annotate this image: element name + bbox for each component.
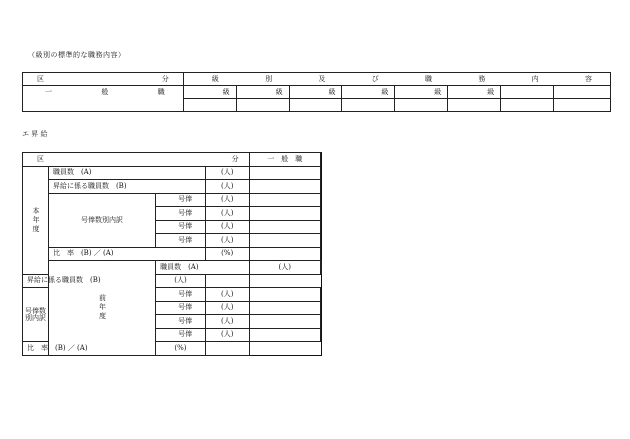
value-cell <box>249 166 320 180</box>
unit-label: (人) <box>205 234 249 248</box>
grade-cell: 級 <box>183 86 236 99</box>
unit-label: (人) <box>205 220 249 234</box>
duty-cell <box>554 99 611 112</box>
table-row <box>23 193 322 207</box>
duty-cell <box>342 99 395 112</box>
ratio-label: 比 率 (B) ／ (A) <box>23 342 156 356</box>
grade-cell: 級 <box>289 86 342 99</box>
grade-cell <box>501 86 554 99</box>
breakdown-label: 号俸数別内訳 <box>48 193 155 247</box>
step-label: 号俸 <box>156 288 206 302</box>
unit-label: (人) <box>205 315 249 329</box>
step-label: 号俸 <box>156 220 206 234</box>
grade-duties-table <box>22 72 611 112</box>
duty-cell <box>289 99 342 112</box>
breakdown-label: 号俸数別内訳 <box>23 288 49 342</box>
staff-count-label: 職員数 (A) <box>48 166 205 180</box>
header-general-staff: 一 般 職 <box>249 153 320 167</box>
duty-cell <box>183 99 236 112</box>
value-cell <box>249 315 320 329</box>
promoted-count-label: 昇給に係る職員数 (B) <box>23 274 156 288</box>
staff-count-label: 職員数 (A) <box>156 261 249 275</box>
unit-label: (人) <box>205 288 249 302</box>
section-title: エ 昇 給 <box>22 130 48 138</box>
table-row <box>23 166 322 180</box>
unit-label: (%) <box>156 342 206 356</box>
grade-cell: 級 <box>236 86 289 99</box>
unit-label: (人) <box>205 328 249 342</box>
table-header-row <box>23 73 611 86</box>
value-cell <box>249 207 320 221</box>
step-label: 号俸 <box>156 193 206 207</box>
duty-cell <box>501 99 554 112</box>
ratio-label: 比 率 (B) ／ (A) <box>48 247 205 261</box>
group-label-this-year: 本年度 <box>23 166 49 274</box>
value-cell <box>205 342 249 356</box>
table-row <box>23 274 322 288</box>
row-label-general: 一 般 職 <box>23 86 184 112</box>
header-grade-duties: 級 別 及 び 職 務 内 容 <box>183 73 610 86</box>
table-header-row <box>23 153 322 167</box>
header-division: 区 分 <box>23 73 184 86</box>
duty-cell <box>395 99 448 112</box>
grade-cell: 級 <box>342 86 395 99</box>
unit-label: (人) <box>205 207 249 221</box>
step-label: 号俸 <box>156 315 206 329</box>
page-caption: （級別の標準的な職務内容） <box>28 51 126 59</box>
unit-label: (人) <box>249 261 320 275</box>
value-cell <box>249 180 320 194</box>
value-cell <box>249 234 320 248</box>
pay-raise-table <box>22 152 322 356</box>
step-label: 号俸 <box>156 301 206 315</box>
grade-cell: 級 <box>395 86 448 99</box>
unit-label: (人) <box>205 180 249 194</box>
promoted-count-label: 昇給に係る職員数 (B) <box>48 180 205 194</box>
value-cell <box>249 301 320 315</box>
table-row <box>23 180 322 194</box>
value-cell <box>249 247 320 261</box>
unit-label: (人) <box>156 274 206 288</box>
unit-label: (人) <box>205 166 249 180</box>
value-cell <box>249 220 320 234</box>
step-label: 号俸 <box>156 207 206 221</box>
step-label: 号俸 <box>156 328 206 342</box>
table-row <box>23 86 611 99</box>
duty-cell <box>448 99 501 112</box>
table-row <box>23 342 322 356</box>
duty-cell <box>236 99 289 112</box>
table-row <box>23 247 322 261</box>
value-cell <box>249 288 320 302</box>
grade-cell: 級 <box>448 86 501 99</box>
unit-label: (人) <box>205 301 249 315</box>
grade-cell <box>554 86 611 99</box>
unit-label: (人) <box>205 193 249 207</box>
table-row <box>23 261 322 275</box>
unit-label: (%) <box>205 247 249 261</box>
value-cell <box>249 328 320 342</box>
step-label: 号俸 <box>156 234 206 248</box>
group-label-last-year: 前年度 <box>48 261 155 356</box>
value-cell <box>205 274 249 288</box>
value-cell <box>249 193 320 207</box>
header-division: 区 分 <box>23 153 250 167</box>
value-cell <box>321 261 322 275</box>
